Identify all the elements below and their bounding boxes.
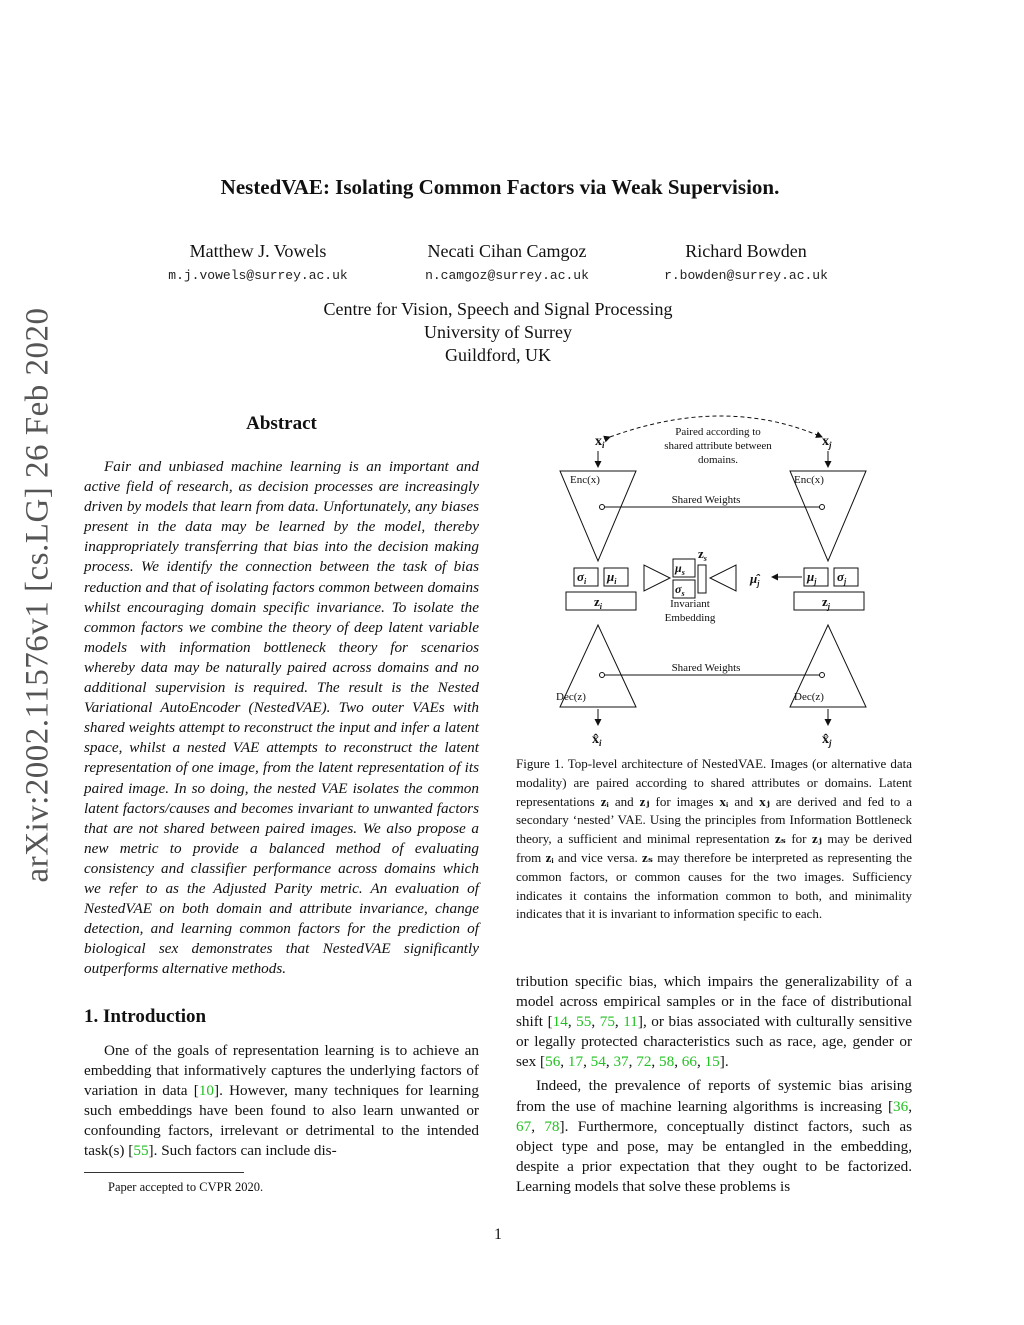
affiliation-line: University of Surrey xyxy=(424,322,572,342)
svg-text:σi: $\sigma_i$ xyxy=(577,569,587,586)
author-1 xyxy=(138,241,378,283)
paper-title: NestedVAE: Isolating Common Factors via Weak Supervision. xyxy=(220,175,780,199)
decoder-left-label: Dec(z) xyxy=(556,691,586,703)
svg-text:μi: $\mu_i$ xyxy=(607,569,617,586)
citation-link[interactable]: 37 xyxy=(613,1053,629,1071)
citation-link[interactable]: 56 xyxy=(545,1053,561,1071)
citation-link[interactable]: 75 xyxy=(599,1013,615,1031)
pairing-label: Paired according to xyxy=(675,426,761,438)
citation-link[interactable]: 55 xyxy=(133,1142,149,1160)
paragraph: Indeed, the prevalence of reports of systemic bias arising from the use of machine learning algorithms is increasing [36, 67, 78]. Furthermore, conceptually distinct factors, such as object type and pose, may be entangled in the embedding, despite a prior expectation that they ought to be factorized. Learning models that solve these problems is xyxy=(516,1077,913,1195)
author-2 xyxy=(387,241,627,283)
citation-link[interactable]: 10 xyxy=(198,1082,215,1100)
nested-encoder-triangle xyxy=(644,565,670,591)
citation-link[interactable]: 55 xyxy=(576,1013,592,1031)
invariant-label: Embedding xyxy=(664,612,716,624)
svg-text:zi: $z_i$ xyxy=(594,594,603,611)
paragraph: tribution specific bias, which impairs the generalizability of a model across empirical samples or in the face of distributional shift [14, 55, 75, 11], or bias associated with culturally sensitive or legally protected characteristics such as race, age, gender or sex [56, 17, 54, 37, 72, 58, 66, 15]. xyxy=(516,973,912,1071)
shared-weights-label: Shared Weights xyxy=(671,662,741,674)
affiliation xyxy=(0,298,996,367)
citation-link[interactable]: 14 xyxy=(552,1013,568,1031)
author-email: m.j.vowels@surrey.ac.uk xyxy=(168,268,348,283)
introduction-paragraph: One of the goals of representation learning is to achieve an embedding that informatively captures the underlying factors of variation in data [10]. However, many techniques for learning such embeddings have been found to also learn unwanted or confounding factors, irrelevant or detrimental to the intended task(s) [55]. Such factors can include dis- xyxy=(84,1042,479,1160)
input-xi-label: $x_i$ xyxy=(595,434,605,450)
footnote-divider xyxy=(84,1172,244,1173)
output-xhat-j-label: $x̂_j$ xyxy=(822,732,832,748)
citation-link[interactable]: 54 xyxy=(590,1053,606,1071)
citation-link[interactable]: 66 xyxy=(681,1053,697,1071)
output-xhat-i-label: $x̂_i$ xyxy=(592,732,602,748)
author-email: n.camgoz@surrey.ac.uk xyxy=(425,268,589,283)
affiliation-line: Guildford, UK xyxy=(445,345,551,365)
decoder-right-label: Dec(z) xyxy=(794,691,824,703)
input-xj-label: $x_j$ xyxy=(822,434,832,450)
figure-caption: Figure 1. Top-level architecture of NestedVAE. Images (or alternative data modality) are paired according to shared attributes or domains. Latent representations zᵢ and zⱼ for images xᵢ and xⱼ are derived and fed to a secondary ‘nested’ VAE. Using the principles from Information Bottleneck theory, a sufficient and minimal representation zₛ for zⱼ may be derived from zᵢ and vice versa. zₛ may therefore be interpreted as representing the common factors, or common causes for the two images. Sufficiency indicates it contains the information common to both, and minimality indicates that it is invariant to information specific to each. xyxy=(516,756,913,922)
author-name: Matthew J. Vowels xyxy=(189,241,327,261)
citation-link[interactable]: 72 xyxy=(636,1053,652,1071)
author-name: Richard Bowden xyxy=(685,241,807,261)
citation-link[interactable]: 11 xyxy=(623,1013,638,1031)
svg-text:μs: $\mu_s$ xyxy=(675,561,685,577)
svg-text:σs: $\sigma_s$ xyxy=(675,582,685,598)
pairing-label: shared attribute between xyxy=(664,440,772,452)
citation-link[interactable]: 67 xyxy=(516,1117,532,1135)
author-name: Necati Cihan Camgoz xyxy=(427,241,587,261)
pairing-label: domains. xyxy=(697,454,739,466)
architecture-figure xyxy=(540,415,912,753)
citation-link[interactable]: 58 xyxy=(659,1053,675,1071)
author-email: r.bowden@surrey.ac.uk xyxy=(664,268,828,283)
nested-decoder-triangle xyxy=(710,565,736,591)
svg-text:σj: $\sigma_j$ xyxy=(837,569,847,586)
arxiv-identifier: arXiv:2002.11576v1 [cs.LG] 26 Feb 2020 xyxy=(19,307,56,883)
footnote: Paper accepted to CVPR 2020. xyxy=(108,1180,264,1194)
section-heading-introduction: 1. Introduction xyxy=(84,1006,207,1027)
zs-label: $z_s$ xyxy=(698,546,707,563)
zs-box xyxy=(698,565,706,593)
affiliation-line: Centre for Vision, Speech and Signal Processing xyxy=(323,299,673,319)
right-column-text xyxy=(516,972,912,1197)
shared-weights-label: Shared Weights xyxy=(671,494,741,506)
citation-link[interactable]: 15 xyxy=(704,1053,720,1071)
citation-link[interactable]: 36 xyxy=(893,1097,909,1115)
invariant-label: Invariant xyxy=(670,598,710,610)
abstract-heading: Abstract xyxy=(246,413,317,434)
citation-link[interactable]: 78 xyxy=(544,1117,560,1135)
mu-hat-j-label: $\mû_j$ xyxy=(750,571,760,588)
svg-text:μj: $\mu_j$ xyxy=(807,569,817,586)
page-number: 1 xyxy=(494,1226,502,1243)
encoder-left-label: Enc(x) xyxy=(570,474,600,486)
svg-text:zj: $z_j$ xyxy=(822,594,831,611)
encoder-right-label: Enc(x) xyxy=(794,474,824,486)
abstract-text: Fair and unbiased machine learning is an important and active field of research, as decision processes are increasingly driven by models that learn from data. Unfortunately, any biases present in the data may be learned by the model, thereby inappropriately transferring that bias into the decision making process. We identify the connection between the task of bias reduction and that of isolating factors common between domains whilst encouraging domain specific invariance. To isolate the common factors we combine the theory of deep latent variable models with information bottleneck theory for scenarios whereby data may be naturally paired across domains and no additional supervision is required. The result is the Nested Variational AutoEncoder (NestedVAE). Two outer VAEs with shared weights attempt to reconstruct the input and infer a latent space, whilst a nested VAE attempts to reconstruct the latent representation of one image, from the latent representation of its paired image. In so doing, the nested VAE isolates the common latent factors/causes and becomes invariant to unwanted factors that are not shared between paired images. We also propose a new metric to provide a balanced method of evaluating consistency and classifier performance across domains which we refer to as the Adjusted Parity metric. An evaluation of NestedVAE on both domain and attribute invariance, change detection, and learning common factors for the prediction of biological sex demonstrates that NestedVAE significantly outperforms alternative methods. xyxy=(84,458,479,978)
author-3 xyxy=(626,241,866,283)
citation-link[interactable]: 17 xyxy=(567,1053,584,1071)
